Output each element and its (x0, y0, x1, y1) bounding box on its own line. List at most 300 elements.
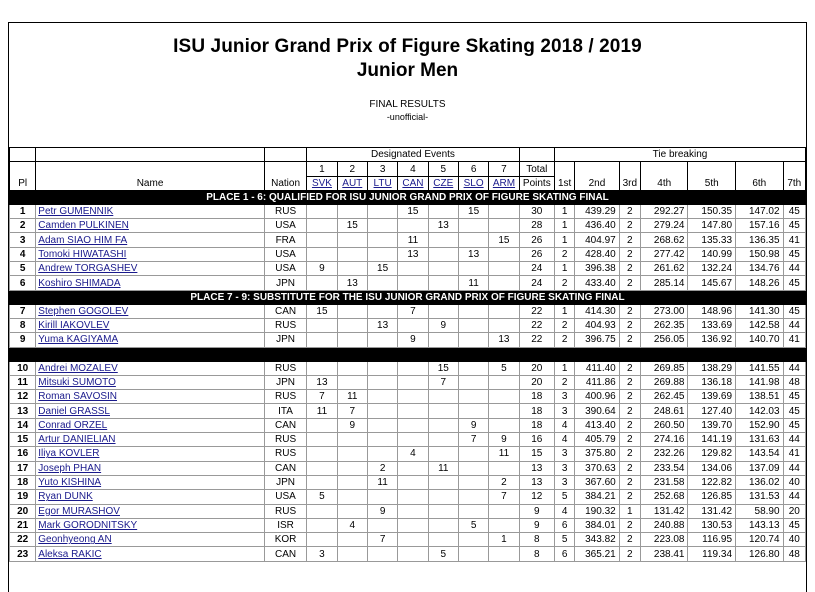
nation-cell: RUS (264, 504, 306, 518)
tie-2nd-cell: 400.96 (575, 390, 619, 404)
table-row (10, 447, 806, 461)
nation-cell: CAN (264, 304, 306, 318)
table-row (10, 361, 806, 375)
tie-breaking-header: Tie breaking (555, 148, 806, 162)
tie-7th-cell: 48 (783, 375, 805, 389)
event-points-cell (337, 361, 367, 375)
tie-1st-cell: 3 (555, 390, 575, 404)
tie-7th-cell: 45 (783, 404, 805, 418)
event-points-cell: 13 (398, 247, 428, 261)
table-row (10, 461, 806, 475)
event-points-cell (337, 447, 367, 461)
table-row (10, 204, 806, 218)
tie-3rd-cell: 2 (619, 404, 640, 418)
place-cell: 19 (10, 490, 36, 504)
total-points-cell: 9 (519, 504, 554, 518)
name-cell (36, 333, 265, 347)
event-points-cell: 15 (458, 204, 488, 218)
tie-7th-cell: 41 (783, 447, 805, 461)
skater-link[interactable]: Iliya KOVLER (38, 448, 100, 460)
tie-2nd-cell: 405.79 (575, 433, 619, 447)
event-points-cell (337, 333, 367, 347)
header-row-1 (10, 148, 806, 162)
skater-link[interactable]: Aleksa RAKIC (38, 548, 102, 560)
tie-5th-cell: 129.82 (688, 447, 736, 461)
event-points-cell (398, 461, 428, 475)
event-link-can[interactable]: CAN (402, 177, 424, 189)
event-points-cell (398, 518, 428, 532)
tie-7th-cell: 48 (783, 547, 805, 561)
event-points-cell (367, 233, 397, 247)
total-points-cell: 8 (519, 547, 554, 561)
table-row (10, 533, 806, 547)
event-points-cell: 5 (428, 547, 458, 561)
event-points-cell: 9 (307, 262, 337, 276)
tie-4th-cell: 256.05 (640, 333, 688, 347)
tie-6th-cell: 148.26 (736, 276, 784, 290)
skater-link[interactable]: Conrad ORZEL (38, 419, 108, 431)
tie-5th-cell: 131.42 (688, 504, 736, 518)
section-label: PLACE 7 - 9: SUBSTITUTE FOR THE ISU JUNIOR GRAND PRIX OF FIGURE SKATING FINAL (10, 290, 806, 304)
table-row (10, 504, 806, 518)
tie-1st-cell: 3 (555, 475, 575, 489)
event-points-cell (489, 504, 519, 518)
event-points-cell: 4 (337, 518, 367, 532)
name-cell (36, 276, 265, 290)
table-row (10, 375, 806, 389)
event-points-cell (489, 518, 519, 532)
total-points-cell: 28 (519, 219, 554, 233)
event-points-cell: 11 (337, 390, 367, 404)
skater-link[interactable]: Egor MURASHOV (38, 505, 120, 517)
name-cell (36, 318, 265, 332)
table-row (10, 262, 806, 276)
event-points-cell (428, 433, 458, 447)
tie-6th-cell: 152.90 (736, 418, 784, 432)
tie-7th-cell: 44 (783, 461, 805, 475)
event-number: 4 (398, 162, 428, 176)
tie-2nd-cell: 390.64 (575, 404, 619, 418)
skater-link[interactable]: Geonhyeong AN (38, 534, 112, 546)
tie-3rd-cell: 2 (619, 447, 640, 461)
event-number: 5 (428, 162, 458, 176)
table-row (10, 418, 806, 432)
skater-link[interactable]: Andrew TORGASHEV (38, 263, 138, 275)
col-pl: Pl (10, 162, 36, 191)
event-points-cell (337, 233, 367, 247)
event-points-cell (489, 219, 519, 233)
event-points-cell: 15 (367, 262, 397, 276)
event-points-cell (489, 262, 519, 276)
event-points-cell (337, 490, 367, 504)
name-cell (36, 390, 265, 404)
event-link-cze[interactable]: CZE (433, 177, 454, 189)
event-points-cell (398, 547, 428, 561)
event-points-cell (307, 504, 337, 518)
event-points-cell (428, 418, 458, 432)
event-points-cell (458, 233, 488, 247)
nation-cell: CAN (264, 547, 306, 561)
nation-cell: RUS (264, 447, 306, 461)
table-row (10, 304, 806, 318)
table-row (10, 390, 806, 404)
event-points-cell (428, 304, 458, 318)
event-points-cell (489, 276, 519, 290)
place-cell: 23 (10, 547, 36, 561)
event-points-cell: 13 (307, 375, 337, 389)
event-points-cell (458, 533, 488, 547)
event-points-cell (458, 333, 488, 347)
place-cell: 15 (10, 433, 36, 447)
event-points-cell (489, 547, 519, 561)
event-points-cell (367, 276, 397, 290)
name-cell (36, 490, 265, 504)
table-row (10, 404, 806, 418)
event-points-cell (428, 262, 458, 276)
event-points-cell (489, 390, 519, 404)
event-link-ltu[interactable]: LTU (373, 177, 392, 189)
event-points-cell (307, 518, 337, 532)
event-points-cell: 7 (458, 433, 488, 447)
name-cell (36, 447, 265, 461)
tie-4th-cell: 269.88 (640, 375, 688, 389)
place-cell: 11 (10, 375, 36, 389)
page-title: ISU Junior Grand Prix of Figure Skating 2018 / 2019 (173, 36, 642, 57)
event-points-cell (398, 490, 428, 504)
total-points-cell: 20 (519, 375, 554, 389)
event-points-cell: 7 (428, 375, 458, 389)
event-points-cell (458, 318, 488, 332)
event-points-cell (458, 404, 488, 418)
tie-4th-cell: 262.35 (640, 318, 688, 332)
skater-link[interactable]: Roman SAVOSIN (38, 391, 118, 403)
nation-cell: ISR (264, 518, 306, 532)
tie-6th-cell: 147.02 (736, 204, 784, 218)
tie-2nd-cell: 439.29 (575, 204, 619, 218)
tie-4th-cell: 240.88 (640, 518, 688, 532)
event-points-cell (367, 447, 397, 461)
skater-link[interactable]: Andrei MOZALEV (38, 362, 118, 374)
event-number: 7 (489, 162, 519, 176)
total-points-cell: 9 (519, 518, 554, 532)
event-points-cell (367, 247, 397, 261)
place-cell: 1 (10, 204, 36, 218)
name-cell (36, 375, 265, 389)
tie-5th-cell: 126.85 (688, 490, 736, 504)
nation-cell: USA (264, 262, 306, 276)
event-points-cell (398, 418, 428, 432)
table-row (10, 518, 806, 532)
tie-2nd-cell: 428.40 (575, 247, 619, 261)
table-row (10, 233, 806, 247)
total-points-cell: 16 (519, 433, 554, 447)
event-points-cell (458, 547, 488, 561)
name-cell (36, 233, 265, 247)
tie-6th-cell: 142.58 (736, 318, 784, 332)
event-points-cell (337, 204, 367, 218)
tie-5th-cell: 127.40 (688, 404, 736, 418)
place-cell: 16 (10, 447, 36, 461)
event-code-cell (458, 176, 488, 190)
col-tie: 3rd (619, 162, 640, 191)
event-code-cell (307, 176, 337, 190)
tie-2nd-cell: 384.21 (575, 490, 619, 504)
skater-link[interactable]: Petr GUMENNIK (38, 206, 114, 218)
event-points-cell (307, 533, 337, 547)
event-points-cell: 15 (489, 233, 519, 247)
tie-1st-cell: 4 (555, 418, 575, 432)
tie-5th-cell: 136.92 (688, 333, 736, 347)
tie-3rd-cell: 2 (619, 262, 640, 276)
name-cell (36, 504, 265, 518)
event-points-cell: 9 (367, 504, 397, 518)
event-points-cell (398, 475, 428, 489)
total-points-cell: 13 (519, 461, 554, 475)
col-name: Name (36, 162, 265, 191)
event-link-aut[interactable]: AUT (342, 177, 363, 189)
event-link-arm[interactable]: ARM (492, 177, 516, 189)
tie-7th-cell: 45 (783, 204, 805, 218)
nation-cell: KOR (264, 533, 306, 547)
name-cell (36, 547, 265, 561)
skater-link[interactable]: Adam SIAO HIM FA (38, 234, 128, 246)
event-points-cell (307, 276, 337, 290)
skater-link[interactable]: Yuma KAGIYAMA (38, 334, 119, 346)
total-points-cell: 22 (519, 304, 554, 318)
nation-cell: JPN (264, 276, 306, 290)
event-points-cell (428, 233, 458, 247)
tie-4th-cell: 248.61 (640, 404, 688, 418)
place-cell: 17 (10, 461, 36, 475)
total-points-cell: 24 (519, 276, 554, 290)
event-points-cell (489, 318, 519, 332)
name-cell (36, 361, 265, 375)
event-points-cell (337, 504, 367, 518)
tie-5th-cell: 140.99 (688, 247, 736, 261)
skater-link[interactable]: Yuto KISHINA (38, 477, 102, 489)
event-points-cell (367, 219, 397, 233)
total-points-cell: 22 (519, 333, 554, 347)
tie-1st-cell: 6 (555, 547, 575, 561)
event-points-cell: 5 (489, 361, 519, 375)
event-points-cell (337, 304, 367, 318)
tie-2nd-cell: 411.40 (575, 361, 619, 375)
total-points-cell: 26 (519, 247, 554, 261)
tie-6th-cell: 141.98 (736, 375, 784, 389)
table-row (10, 475, 806, 489)
tie-4th-cell: 232.26 (640, 447, 688, 461)
skater-link[interactable]: Mark GORODNITSKY (38, 519, 138, 531)
event-points-cell: 9 (458, 418, 488, 432)
place-cell: 2 (10, 219, 36, 233)
event-points-cell (367, 518, 397, 532)
skater-link[interactable]: Mitsuki SUMOTO (38, 377, 116, 388)
event-points-cell: 15 (307, 304, 337, 318)
event-points-cell (337, 433, 367, 447)
tie-7th-cell: 45 (783, 518, 805, 532)
nation-cell: RUS (264, 204, 306, 218)
tie-5th-cell: 122.82 (688, 475, 736, 489)
event-points-cell (367, 304, 397, 318)
tie-6th-cell: 157.16 (736, 219, 784, 233)
tie-5th-cell: 130.53 (688, 518, 736, 532)
tie-6th-cell: 143.54 (736, 447, 784, 461)
event-points-cell (367, 433, 397, 447)
total-points-cell: 18 (519, 390, 554, 404)
event-points-cell: 11 (458, 276, 488, 290)
col-tie: 6th (736, 162, 784, 191)
event-points-cell (458, 262, 488, 276)
event-points-cell (307, 247, 337, 261)
tie-3rd-cell: 2 (619, 361, 640, 375)
place-cell: 4 (10, 247, 36, 261)
col-total: Total (519, 162, 554, 176)
event-points-cell (367, 390, 397, 404)
tie-5th-cell: 119.34 (688, 547, 736, 561)
tie-1st-cell: 1 (555, 204, 575, 218)
event-points-cell: 13 (458, 247, 488, 261)
event-points-cell (307, 318, 337, 332)
tie-6th-cell: 136.35 (736, 233, 784, 247)
total-points-cell: 13 (519, 475, 554, 489)
tie-2nd-cell: 411.86 (575, 375, 619, 389)
col-tie: 5th (688, 162, 736, 191)
col-tie: 2nd (575, 162, 619, 191)
tie-4th-cell: 131.42 (640, 504, 688, 518)
event-link-svk[interactable]: SVK (311, 177, 332, 189)
tie-2nd-cell: 404.97 (575, 233, 619, 247)
tie-3rd-cell: 2 (619, 219, 640, 233)
table-row (10, 490, 806, 504)
tie-7th-cell: 44 (783, 262, 805, 276)
event-points-cell (367, 418, 397, 432)
event-points-cell (428, 533, 458, 547)
place-cell: 5 (10, 262, 36, 276)
event-points-cell: 13 (428, 219, 458, 233)
event-points-cell (307, 233, 337, 247)
skater-link[interactable]: Camden PULKINEN (38, 220, 129, 232)
tie-1st-cell: 1 (555, 219, 575, 233)
tie-7th-cell: 45 (783, 304, 805, 318)
event-points-cell (398, 219, 428, 233)
table-row (10, 276, 806, 290)
tie-5th-cell: 134.06 (688, 461, 736, 475)
tie-3rd-cell: 2 (619, 375, 640, 389)
skater-link[interactable]: Kirill IAKOVLEV (38, 320, 110, 332)
tie-4th-cell: 238.41 (640, 547, 688, 561)
tie-3rd-cell: 2 (619, 533, 640, 547)
tie-6th-cell: 150.98 (736, 247, 784, 261)
skater-link[interactable]: Ryan DUNK (38, 491, 93, 503)
name-cell (36, 433, 265, 447)
tie-6th-cell: 58.90 (736, 504, 784, 518)
skater-link[interactable]: Joseph PHAN (38, 462, 102, 474)
tie-3rd-cell: 2 (619, 433, 640, 447)
tie-5th-cell: 133.69 (688, 318, 736, 332)
skater-link[interactable]: Artur DANIELIAN (38, 434, 116, 446)
event-points-cell: 9 (398, 333, 428, 347)
event-points-cell (489, 461, 519, 475)
event-points-cell: 7 (307, 390, 337, 404)
place-cell: 21 (10, 518, 36, 532)
event-points-cell: 9 (489, 433, 519, 447)
place-cell: 10 (10, 361, 36, 375)
name-cell (36, 461, 265, 475)
tie-3rd-cell: 2 (619, 518, 640, 532)
tie-7th-cell: 45 (783, 247, 805, 261)
tie-6th-cell: 137.09 (736, 461, 784, 475)
tie-6th-cell: 131.63 (736, 433, 784, 447)
tie-5th-cell: 150.35 (688, 204, 736, 218)
event-points-cell (398, 533, 428, 547)
tie-2nd-cell: 436.40 (575, 219, 619, 233)
event-number: 1 (307, 162, 337, 176)
event-points-cell (367, 204, 397, 218)
tie-3rd-cell: 2 (619, 318, 640, 332)
event-code-cell (489, 176, 519, 190)
section-banner (10, 290, 806, 304)
skater-link[interactable]: Stephen GOGOLEV (38, 305, 129, 317)
event-link-slo[interactable]: SLO (463, 177, 484, 189)
event-points-cell: 11 (367, 475, 397, 489)
event-points-cell (398, 318, 428, 332)
event-points-cell (489, 204, 519, 218)
tie-2nd-cell: 375.80 (575, 447, 619, 461)
nation-cell: USA (264, 247, 306, 261)
nation-cell: RUS (264, 433, 306, 447)
tie-3rd-cell: 2 (619, 390, 640, 404)
event-points-cell (398, 375, 428, 389)
tie-6th-cell: 126.80 (736, 547, 784, 561)
nation-cell: USA (264, 490, 306, 504)
tie-7th-cell: 45 (783, 390, 805, 404)
event-points-cell (307, 219, 337, 233)
event-points-cell (428, 390, 458, 404)
place-cell: 6 (10, 276, 36, 290)
event-points-cell: 11 (398, 233, 428, 247)
skater-link[interactable]: Koshiro SHIMADA (38, 277, 121, 289)
tie-5th-cell: 139.69 (688, 390, 736, 404)
nation-cell: RUS (264, 390, 306, 404)
event-points-cell (307, 333, 337, 347)
tie-6th-cell: 142.03 (736, 404, 784, 418)
section-label: PLACE 1 - 6: QUALIFIED FOR ISU JUNIOR GRAND PRIX OF FIGURE SKATING FINAL (10, 190, 806, 204)
event-points-cell: 13 (337, 276, 367, 290)
skater-link[interactable]: Daniel GRASSL (38, 405, 110, 417)
event-points-cell (428, 247, 458, 261)
total-points-cell: 8 (519, 533, 554, 547)
event-points-cell (367, 333, 397, 347)
event-points-cell (458, 461, 488, 475)
place-cell: 9 (10, 333, 36, 347)
tie-7th-cell: 45 (783, 276, 805, 290)
tie-4th-cell: 277.42 (640, 247, 688, 261)
tie-1st-cell: 1 (555, 262, 575, 276)
tie-7th-cell: 44 (783, 433, 805, 447)
skater-link[interactable]: Tomoki HIWATASHI (38, 248, 127, 260)
tie-4th-cell: 292.27 (640, 204, 688, 218)
col-nation: Nation (264, 162, 306, 191)
total-points-cell: 18 (519, 404, 554, 418)
tie-5th-cell: 141.19 (688, 433, 736, 447)
tie-2nd-cell: 384.01 (575, 518, 619, 532)
tie-1st-cell: 5 (555, 490, 575, 504)
event-points-cell: 5 (458, 518, 488, 532)
tie-3rd-cell: 2 (619, 418, 640, 432)
event-points-cell: 7 (398, 304, 428, 318)
event-points-cell (367, 404, 397, 418)
tie-3rd-cell: 2 (619, 333, 640, 347)
